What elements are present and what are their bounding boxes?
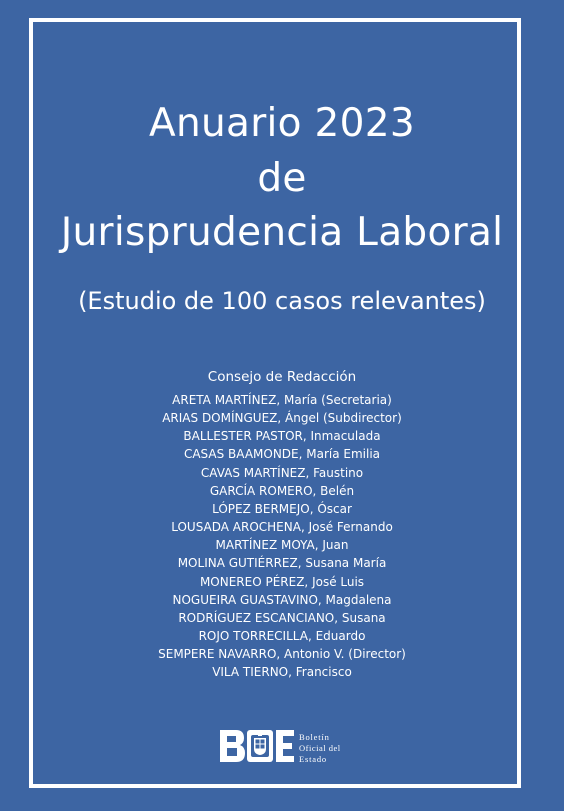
board-member: ARETA MARTÍNEZ, María (Secretaria) (172, 393, 392, 407)
board-member: ARIAS DOMÍNGUEZ, Ángel (Subdirector) (162, 411, 402, 426)
boe-logo-letter-e (276, 730, 294, 762)
board-member: ROJO TORRECILLA, Eduardo (198, 629, 366, 644)
subtitle: (Estudio de 100 casos relevantes) (78, 287, 486, 315)
board-member: SEMPERE NAVARRO, Antonio V. (Director) (158, 647, 406, 662)
board-member: RODRÍGUEZ ESCANCIANO, Susana (178, 610, 386, 625)
board-member: CAVAS MARTÍNEZ, Faustino (200, 465, 364, 480)
board-member: LÓPEZ BERMEJO, Óscar (212, 501, 352, 516)
board-member: MOLINA GUTIÉRREZ, Susana María (177, 556, 387, 571)
boe-logo (220, 728, 360, 766)
board-member: NOGUEIRA GUASTAVINO, Magdalena (172, 592, 392, 607)
editorial-board-heading: Consejo de Redacción (207, 369, 357, 385)
title-line-2: de (257, 156, 307, 201)
board-member: VILA TIERNO, Francisco (212, 665, 352, 680)
board-member: LOUSADA AROCHENA, José Fernando (171, 520, 393, 535)
board-member: CASAS BAAMONDE, María Emilia (183, 447, 381, 462)
logo-text-line-3: Estado (299, 754, 327, 764)
board-member: MONEREO PÉREZ, José Luis (199, 574, 365, 589)
logo-text-line-2: Oficial del (299, 743, 341, 753)
logo-text-line-1: Boletín (299, 732, 330, 742)
coat-of-arms-icon (247, 730, 273, 762)
board-member: MARTÍNEZ MOYA, Juan (215, 538, 349, 553)
title-line-3: Jurisprudencia Laboral (60, 210, 504, 255)
title-line-1: Anuario 2023 (149, 101, 415, 146)
editorial-board-list (0, 391, 564, 682)
board-member: GARCÍA ROMERO, Belén (209, 483, 355, 498)
board-member: BALLESTER PASTOR, Inmaculada (183, 429, 381, 444)
boe-logo-letter-b (220, 730, 245, 762)
